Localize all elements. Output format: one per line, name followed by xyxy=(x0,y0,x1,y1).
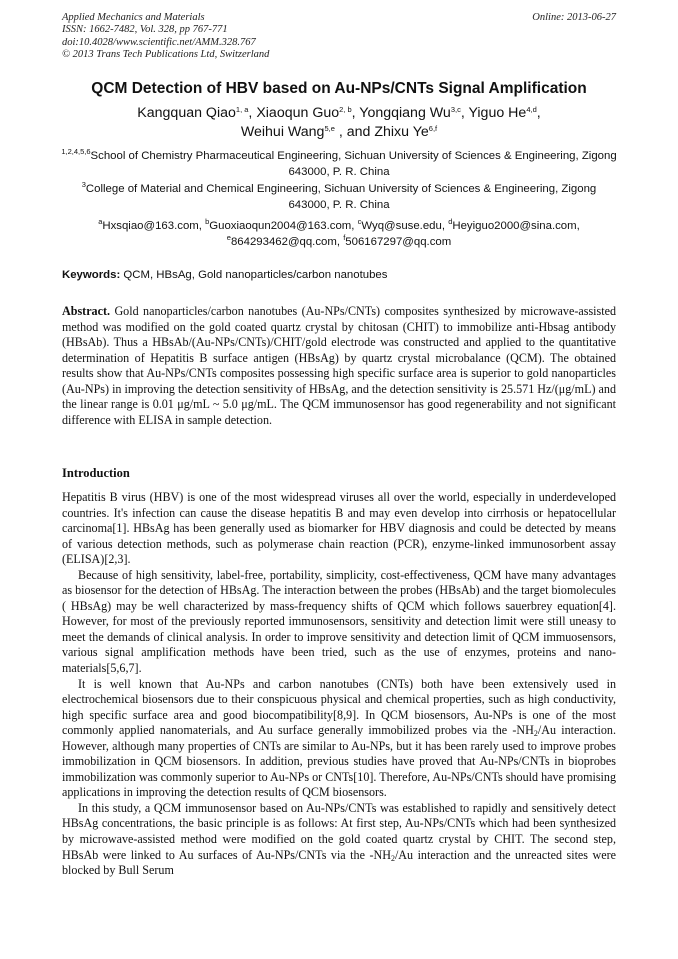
doi-line: doi:10.4028/www.scientific.net/AMM.328.767 xyxy=(62,36,256,48)
author-sep: , xyxy=(248,105,257,121)
author-sup: 2, b xyxy=(339,105,352,114)
paragraph: Because of high sensitivity, label-free, portability, simplicity, cost-effectiveness, QCM have many advantages as biosensor for the detection of HBsAg. The interaction between the probes (HBsAb) and the target biomolecules ( HBsAg) may be well characterized by mass-frequency shifts of QCM which follows sauerbrey equation[4]. However, for most of the previously reported immunosensors, sensitivity and detection limit were still uneasy to meet the demands of clinical analysis. In order to improve sensitivity and detection limit of QCM immuosensors, various signal amplification methods have been tried, such as the use of enzymes, proteins and nano-materials[5,6,7]. xyxy=(62,567,616,676)
journal-name: Applied Mechanics and Materials xyxy=(62,12,205,23)
affiliation-sup: 3 xyxy=(81,180,86,189)
affiliation-text: School of Chemistry Pharmaceutical Engineering, Sichuan University of Sciences & Engineering, Zigong 643000, P. R. China xyxy=(90,150,617,178)
author-sup: 5,e xyxy=(324,123,335,133)
abstract-text: Gold nanoparticles/carbon nanotubes (Au-NPs/CNTs) composites synthesized by microwave-assisted method was modified on the gold coated quartz crystal by chitosan (CHIT) to immobilize anti-Hbsag antibody (HBsAb). Thus a HBsAb/(Au-NPs/CNTs)/CHIT/gold electrode was constructed and applied to the quantitative determination of Hepatitis B surface antigen (HBsAg) by quartz crystal microbalance (QCM). The obtained results show that Au-NPs/CNTs composites possessing high specific surface area is superior to gold nanoparticles (Au-NPs) in improving the detection sensitivity of HBsAg, and the detection sensitivity is 25.571 Hz/(μg/mL) and the linear range is 0.01 μg/mL ~ 5.0 μg/mL. The QCM immunosensor has good regenerability and not significant difference with ELISA in sample detection. xyxy=(62,304,616,427)
author-sep: , and xyxy=(334,123,375,140)
author-name: Yongqiang Wu xyxy=(359,105,451,121)
abstract xyxy=(62,304,616,428)
author-list xyxy=(40,104,638,141)
subscript: 2 xyxy=(533,729,538,739)
paragraph: Hepatitis B virus (HBV) is one of the most widespread viruses all over the world, especially in underdeveloped countries. It's infection can cause the disease hepatitis B and may even develop into cirrhosis or hepatocellular carcinoma[1]. HBsAg has been generally used as biomarker for HBV diagnosis and could be detected by means of various detection methods, such as polymerase chain reaction (PCR), enzyme-linked immunosorbent assay (ELISA)[2,3]. xyxy=(62,490,616,567)
email-address: Guoxiaoqun2004@163.com, xyxy=(209,220,358,232)
email-sup: d xyxy=(448,217,453,226)
author-sep: , xyxy=(351,105,360,121)
author-name: Yiguo He xyxy=(468,105,527,121)
author-name: Zhixu Ye xyxy=(374,123,429,140)
abstract-label: Abstract. xyxy=(62,304,111,318)
introduction-body xyxy=(62,490,616,879)
email-address: 506167297@qq.com xyxy=(345,235,452,248)
email-address: Heyiguo2000@sina.com, xyxy=(452,220,580,232)
paragraph xyxy=(62,677,616,801)
author-name: Kangquan Qiao xyxy=(137,105,236,121)
affiliation-sup: 1,2,4,5,6 xyxy=(61,147,91,156)
paragraph-text: In this study, a QCM immunosensor based on Au-NPs/CNTs was established to rapidly and sensitively detect HBsAg concentrations, the basic principle is as follows: At first step, Au-NPs/CNTs which had been synthesized by microwave-assisted method were modified on the gold coated quartz crystal by CHIT. The second step, HBsAb were linked to Au surfaces of Au-NPs/CNTs via the -NH xyxy=(62,800,616,862)
author-emails xyxy=(60,219,618,250)
author-sup: 4,d xyxy=(526,105,537,114)
keywords-text: QCM, HBsAg, Gold nanoparticles/carbon nanotubes xyxy=(123,269,388,281)
affiliation-2 xyxy=(60,182,618,213)
issn-line: ISSN: 1662-7482, Vol. 328, pp 767-771 xyxy=(62,24,228,36)
keywords-label: Keywords: xyxy=(62,269,121,281)
paragraph-text: /Au interaction. However, although many properties of CNTs are similar to Au-NPs, but it has been rarely used to improve probes immobilization in QCM biosensors. In addition, previous studies have proved that Au-NPs/CNTs in bioprobes immobilization was commonly superior to Au-NPs or CNTs[10]. Therefore, Au-NPs/CNTs should have promising applications in improving the detection results of QCM biosensors. xyxy=(62,723,616,800)
email-address: Hxsqiao@163.com, xyxy=(102,220,206,232)
author-sep: , xyxy=(536,105,541,121)
online-date: Online: 2013-06-27 xyxy=(532,12,616,23)
email-sup: b xyxy=(205,217,210,226)
email-address: 864293462@qq.com, xyxy=(230,235,344,248)
email-sup: f xyxy=(343,232,346,242)
author-sup: 6,f xyxy=(428,123,438,133)
keywords xyxy=(62,268,616,283)
paragraph xyxy=(62,801,616,879)
email-sup: a xyxy=(98,217,103,226)
paragraph-text: /Au interaction and the unreacted sites were blocked by Bull Serum xyxy=(62,847,616,878)
author-sep: , xyxy=(460,105,469,121)
author-name: Xiaoqun Guo xyxy=(256,105,340,121)
author-sup: 3,c xyxy=(450,105,461,114)
copyright-line: © 2013 Trans Tech Publications Ltd, Switzerland xyxy=(62,49,270,61)
author-sup: 1, a xyxy=(235,105,249,114)
paper-title: QCM Detection of HBV based on Au-NPs/CNTs Signal Amplification xyxy=(91,80,587,97)
author-name: Weihui Wang xyxy=(240,123,325,140)
email-sup: c xyxy=(357,217,362,226)
journal-header xyxy=(62,12,616,62)
section-heading-introduction: Introduction xyxy=(62,466,130,480)
affiliation-1 xyxy=(60,149,618,180)
paragraph-text: It is well known that Au-NPs and carbon nanotubes (CNTs) both have been extensively used in electrochemical biosensors due to their conspicuous physical and chemical properties, such as high conductivity, high specific surface area and good biocompatibility[8,9]. In QCM biosensors, Au-NPs is one of the most commonly applied nanomaterials, and Au surface generally immobilized probes via the -NH xyxy=(62,676,616,738)
subscript: 2 xyxy=(390,853,395,863)
email-address: Wyq@suse.edu, xyxy=(361,220,449,232)
affiliation-text: College of Material and Chemical Engineering, Sichuan University of Sciences & Engineering, Zigong 643000, P. R. China xyxy=(85,183,597,211)
email-sup: e xyxy=(226,232,231,242)
